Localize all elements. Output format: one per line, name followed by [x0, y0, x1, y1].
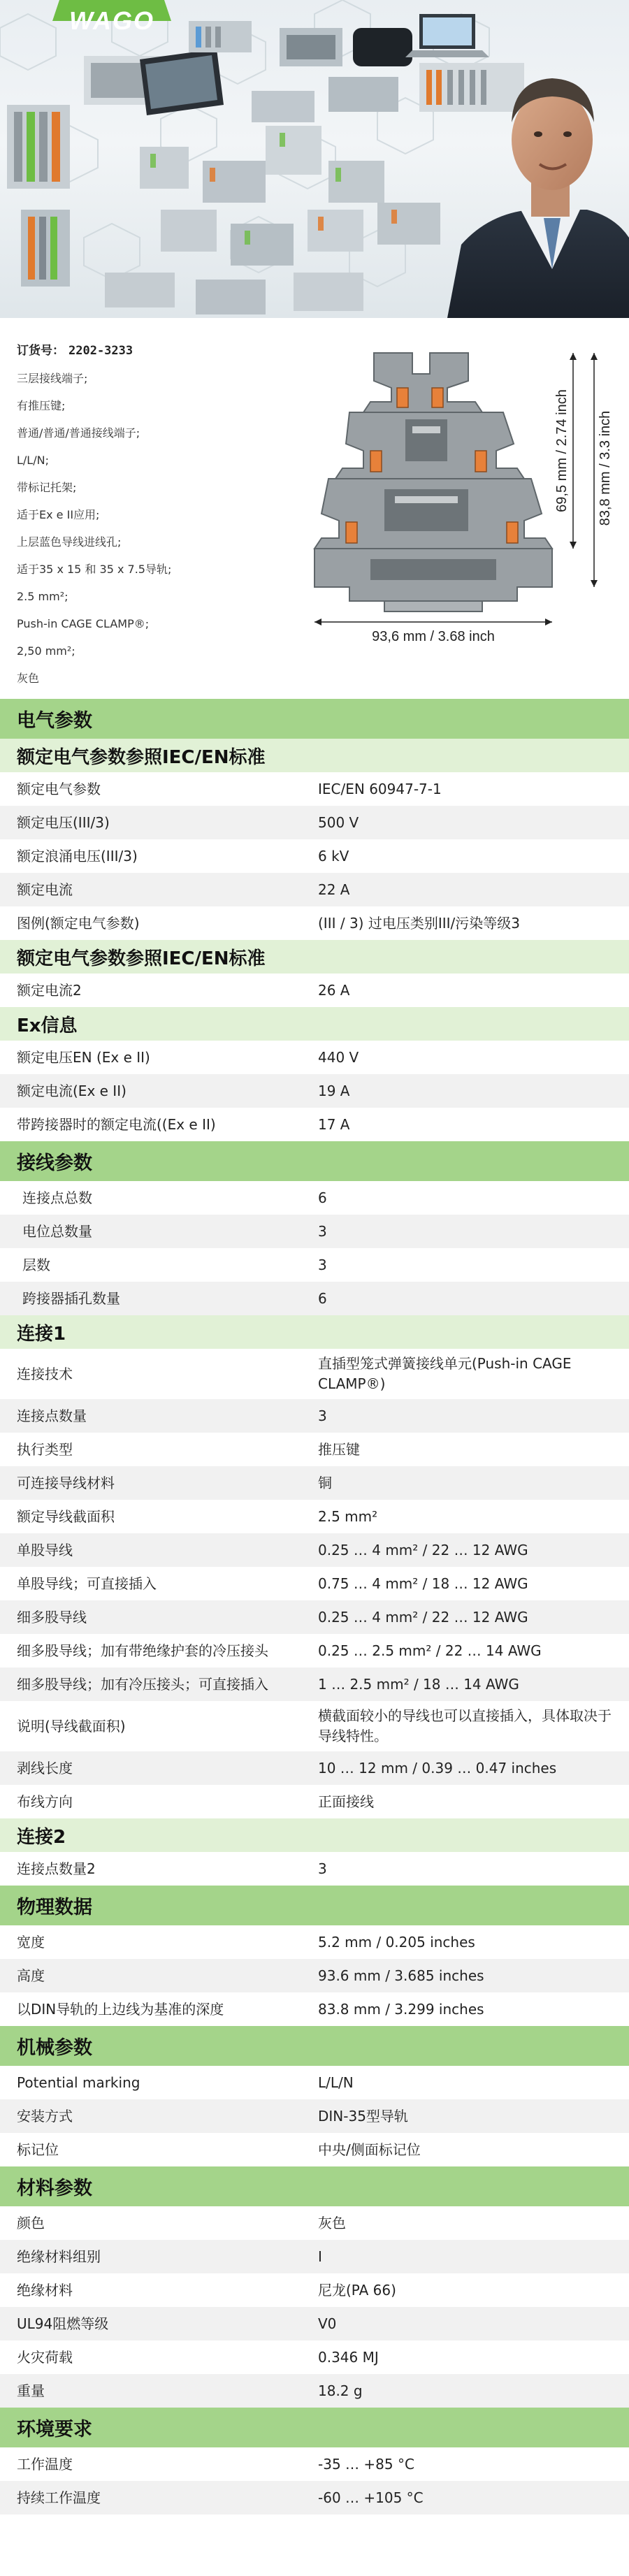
spec-key: 绝缘材料: [17, 2282, 73, 2299]
subsection-header: [0, 1315, 629, 1349]
spec-key: 额定电流: [17, 881, 73, 898]
spec-key: 连接技术: [17, 1366, 73, 1382]
section-title: 材料参数: [17, 2178, 92, 2199]
spec-value: V0: [318, 2315, 337, 2332]
description-line: 三层接线端子;: [17, 372, 88, 385]
spec-value: 0.25 … 2.5 mm² / 22 … 14 AWG: [318, 1642, 542, 1659]
spec-value: 灰色: [318, 2214, 346, 2231]
spec-row: [0, 1215, 629, 1248]
section-title: 接线参数: [17, 1152, 92, 1174]
spec-value: L/L/N: [318, 2074, 354, 2091]
spec-key: 电位总数量: [22, 1223, 92, 1240]
spec-key: 火灾荷载: [17, 2349, 73, 2366]
spec-value: 铜: [318, 1474, 332, 1491]
spec-key: 剥线长度: [17, 1760, 73, 1777]
spec-value: 尼龙(PA 66): [318, 2281, 396, 2299]
spec-value: 22 A: [318, 881, 350, 898]
description-line: 适于35 x 15 和 35 x 7.5导轨;: [17, 563, 172, 576]
spec-key: 层数: [22, 1257, 50, 1273]
spec-value: -60 … +105 °C: [318, 2489, 424, 2506]
spec-key: 单股导线；可直接插入: [17, 1575, 157, 1592]
height-dimension-label-1: 69,5 mm / 2.74 inch: [554, 389, 570, 512]
spec-row: [0, 1433, 629, 1466]
spec-value: 26 A: [318, 981, 350, 999]
spec-row: [0, 1925, 629, 1959]
spec-key: 以DIN导轨的上边线为基准的深度: [17, 2001, 224, 2018]
spec-value: 3: [318, 1860, 327, 1877]
spec-row: [0, 2374, 629, 2408]
spec-value: -35 … +85 °C: [318, 2455, 414, 2473]
spec-key: 标记位: [17, 2141, 59, 2158]
spec-row: [0, 1785, 629, 1818]
spec-row: [0, 2340, 629, 2374]
spec-value: I: [318, 2248, 322, 2265]
spec-row: [0, 1992, 629, 2026]
spec-row: [0, 1041, 629, 1074]
spec-value: 18.2 g: [318, 2382, 363, 2399]
spec-key: 额定导线截面积: [17, 1508, 115, 1525]
spec-key: 颜色: [17, 2215, 45, 2231]
spec-value: 5.2 mm / 0.205 inches: [318, 1933, 475, 1951]
spec-value: 推压键: [318, 1440, 360, 1458]
section-title: 连接1: [17, 1323, 66, 1345]
spec-row: [0, 2133, 629, 2166]
spec-row: [0, 772, 629, 806]
spec-key: 连接点总数: [22, 1189, 92, 1206]
spec-row: [0, 2481, 629, 2515]
spec-row: [0, 2307, 629, 2340]
spec-row: [0, 1701, 629, 1751]
product-summary: [0, 318, 629, 699]
spec-value: 1 … 2.5 mm² / 18 … 14 AWG: [318, 1675, 519, 1693]
description-line: Push-in CAGE CLAMP®;: [17, 617, 150, 630]
spec-value: 0.25 … 4 mm² / 22 … 12 AWG: [318, 1608, 528, 1626]
subsection-header: [0, 1818, 629, 1852]
spec-key: 额定电气参数: [17, 781, 101, 797]
spec-row: [0, 1349, 629, 1399]
order-number: [17, 338, 282, 365]
spec-row: [0, 1600, 629, 1634]
width-dimension-label: 93,6 mm / 3.68 inch: [372, 629, 495, 644]
spec-row: [0, 1500, 629, 1533]
specification-table: [0, 699, 629, 2576]
description-line: 适于Ex e II应用;: [17, 508, 100, 521]
spec-row: [0, 906, 629, 940]
section-header: [0, 699, 629, 739]
spec-value: 直插型笼式弹簧接线单元(Push-in CAGE CLAMP®): [318, 1355, 572, 1392]
spec-value: 正面接线: [318, 1793, 374, 1810]
spec-value: 横截面较小的导线也可以直接插入，具体取决于导线特性。: [318, 1707, 612, 1744]
hero-illustration: [0, 0, 629, 318]
spec-key: 宽度: [17, 1934, 45, 1951]
description-line: 有推压键;: [17, 399, 66, 412]
spec-key: 连接点数量2: [17, 1860, 96, 1877]
description-line: 2.5 mm²;: [17, 590, 68, 603]
wago-logo: [66, 7, 157, 35]
spec-value: 19 A: [318, 1082, 350, 1099]
spec-row: [0, 2273, 629, 2307]
spec-value: 93.6 mm / 3.685 inches: [318, 1967, 484, 1984]
spec-row: [0, 1667, 629, 1701]
spec-key: 细多股导线；加有带绝缘护套的冷压接头: [17, 1642, 268, 1659]
spec-row: [0, 806, 629, 839]
spec-row: [0, 873, 629, 906]
subsection-header: [0, 739, 629, 772]
spec-value: 3: [318, 1256, 327, 1273]
spec-value: 3: [318, 1407, 327, 1424]
spec-row: [0, 1399, 629, 1433]
spec-key: 连接点数量: [17, 1408, 87, 1424]
spec-key: 重量: [17, 2382, 45, 2399]
spec-value: 0.346 MJ: [318, 2348, 379, 2366]
spec-row: [0, 1282, 629, 1315]
section-title: 连接2: [17, 1826, 66, 1848]
spec-key: 高度: [17, 1967, 45, 1984]
section-header: [0, 2166, 629, 2206]
spec-key: 细多股导线: [17, 1609, 87, 1626]
spec-key: 执行类型: [17, 1441, 73, 1458]
description-line: 上层蓝色导线进线孔;: [17, 535, 122, 549]
spec-row: [0, 2206, 629, 2240]
spec-key: 绝缘材料组别: [17, 2248, 101, 2265]
spec-value: 440 V: [318, 1048, 359, 1066]
spec-row: [0, 1181, 629, 1215]
spec-row: [0, 1852, 629, 1886]
description-line: 灰色: [17, 672, 40, 685]
spec-row: [0, 1466, 629, 1500]
section-title: 电气参数: [17, 710, 92, 732]
spec-key: 额定电流(Ex e II): [17, 1083, 126, 1099]
spec-key: 细多股导线；加有冷压接头；可直接插入: [17, 1676, 268, 1693]
spec-row: [0, 1248, 629, 1282]
spec-key: 单股导线: [17, 1542, 73, 1558]
product-description: [17, 338, 282, 692]
section-header: [0, 2408, 629, 2447]
spec-value: 3: [318, 1222, 327, 1240]
spec-value: 2.5 mm²: [318, 1507, 378, 1525]
spec-value: 中央/侧面标记位: [318, 2141, 421, 2158]
terminal-block-drawing: [308, 339, 622, 688]
section-title: 环境要求: [17, 2419, 92, 2440]
spec-value: (III / 3) 过电压类别III/污染等级3: [318, 914, 520, 932]
section-header: [0, 1886, 629, 1925]
spec-row: [0, 1634, 629, 1667]
spec-value: 83.8 mm / 3.299 inches: [318, 2000, 484, 2018]
order-label: 订货号：: [17, 344, 64, 358]
spec-key: 额定电压EN (Ex e II): [17, 1049, 150, 1066]
spec-row: [0, 2066, 629, 2099]
spec-value: 500 V: [318, 813, 359, 831]
spec-row: [0, 1567, 629, 1600]
section-title: 机械参数: [17, 2037, 92, 2059]
spec-row: [0, 1751, 629, 1785]
description-line: 带标记托架;: [17, 481, 77, 494]
spec-row: [0, 2447, 629, 2481]
section-title: Ex信息: [17, 1015, 78, 1036]
spec-key: 布线方向: [17, 1793, 73, 1810]
spec-key: 额定电流2: [17, 982, 82, 999]
spec-value: 10 … 12 mm / 0.39 … 0.47 inches: [318, 1759, 557, 1777]
height-dimension-label-2: 83,8 mm / 3.3 inch: [598, 410, 613, 526]
spec-key: 额定电压(III/3): [17, 814, 110, 831]
spec-row: [0, 1108, 629, 1141]
spec-key: 额定浪涌电压(III/3): [17, 848, 138, 864]
section-title: 额定电气参数参照IEC/EN标准: [17, 746, 266, 768]
spec-value: 0.75 … 4 mm² / 18 … 12 AWG: [318, 1575, 528, 1592]
spec-value: DIN-35型导轨: [318, 2107, 408, 2125]
spec-value: 6: [318, 1189, 327, 1206]
spec-key: 图例(额定电气参数): [17, 915, 140, 932]
spec-row: [0, 974, 629, 1007]
spec-value: 6 kV: [318, 847, 349, 864]
spec-row: [0, 2240, 629, 2273]
section-title: 物理数据: [17, 1897, 92, 1918]
spec-key: 跨接器插孔数量: [22, 1290, 120, 1307]
spec-row: [0, 1533, 629, 1567]
description-line: 普通/普通/普通接线端子;: [17, 426, 140, 440]
spec-key: 带跨接器时的额定电流((Ex e II): [17, 1116, 216, 1133]
spec-key: 可连接导线材料: [17, 1475, 115, 1491]
section-title: 额定电气参数参照IEC/EN标准: [17, 948, 266, 969]
spec-value: IEC/EN 60947-7-1: [318, 780, 442, 797]
subsection-header: [0, 1007, 629, 1041]
spec-row: [0, 839, 629, 873]
description-line: 2,50 mm²;: [17, 644, 75, 658]
section-header: [0, 1141, 629, 1181]
section-header: [0, 2026, 629, 2066]
hero-banner: [0, 0, 629, 318]
spec-key: 持续工作温度: [17, 2489, 101, 2506]
spec-key: 安装方式: [17, 2108, 73, 2125]
order-value: 2202-3233: [68, 344, 133, 358]
spec-key: Potential marking: [17, 2074, 140, 2091]
spec-value: 17 A: [318, 1115, 350, 1133]
spec-key: 工作温度: [17, 2456, 73, 2473]
subsection-header: [0, 940, 629, 974]
spec-value: 6: [318, 1289, 327, 1307]
spec-key: 说明(导线截面积): [17, 1718, 126, 1735]
spec-value: 0.25 … 4 mm² / 22 … 12 AWG: [318, 1541, 528, 1558]
spec-row: [0, 2099, 629, 2133]
spec-row: [0, 1074, 629, 1108]
spec-row: [0, 1959, 629, 1992]
description-line: L/L/N;: [17, 454, 49, 467]
spec-key: UL94阻燃等级: [17, 2315, 109, 2332]
logo-text: WAGO: [69, 6, 154, 35]
